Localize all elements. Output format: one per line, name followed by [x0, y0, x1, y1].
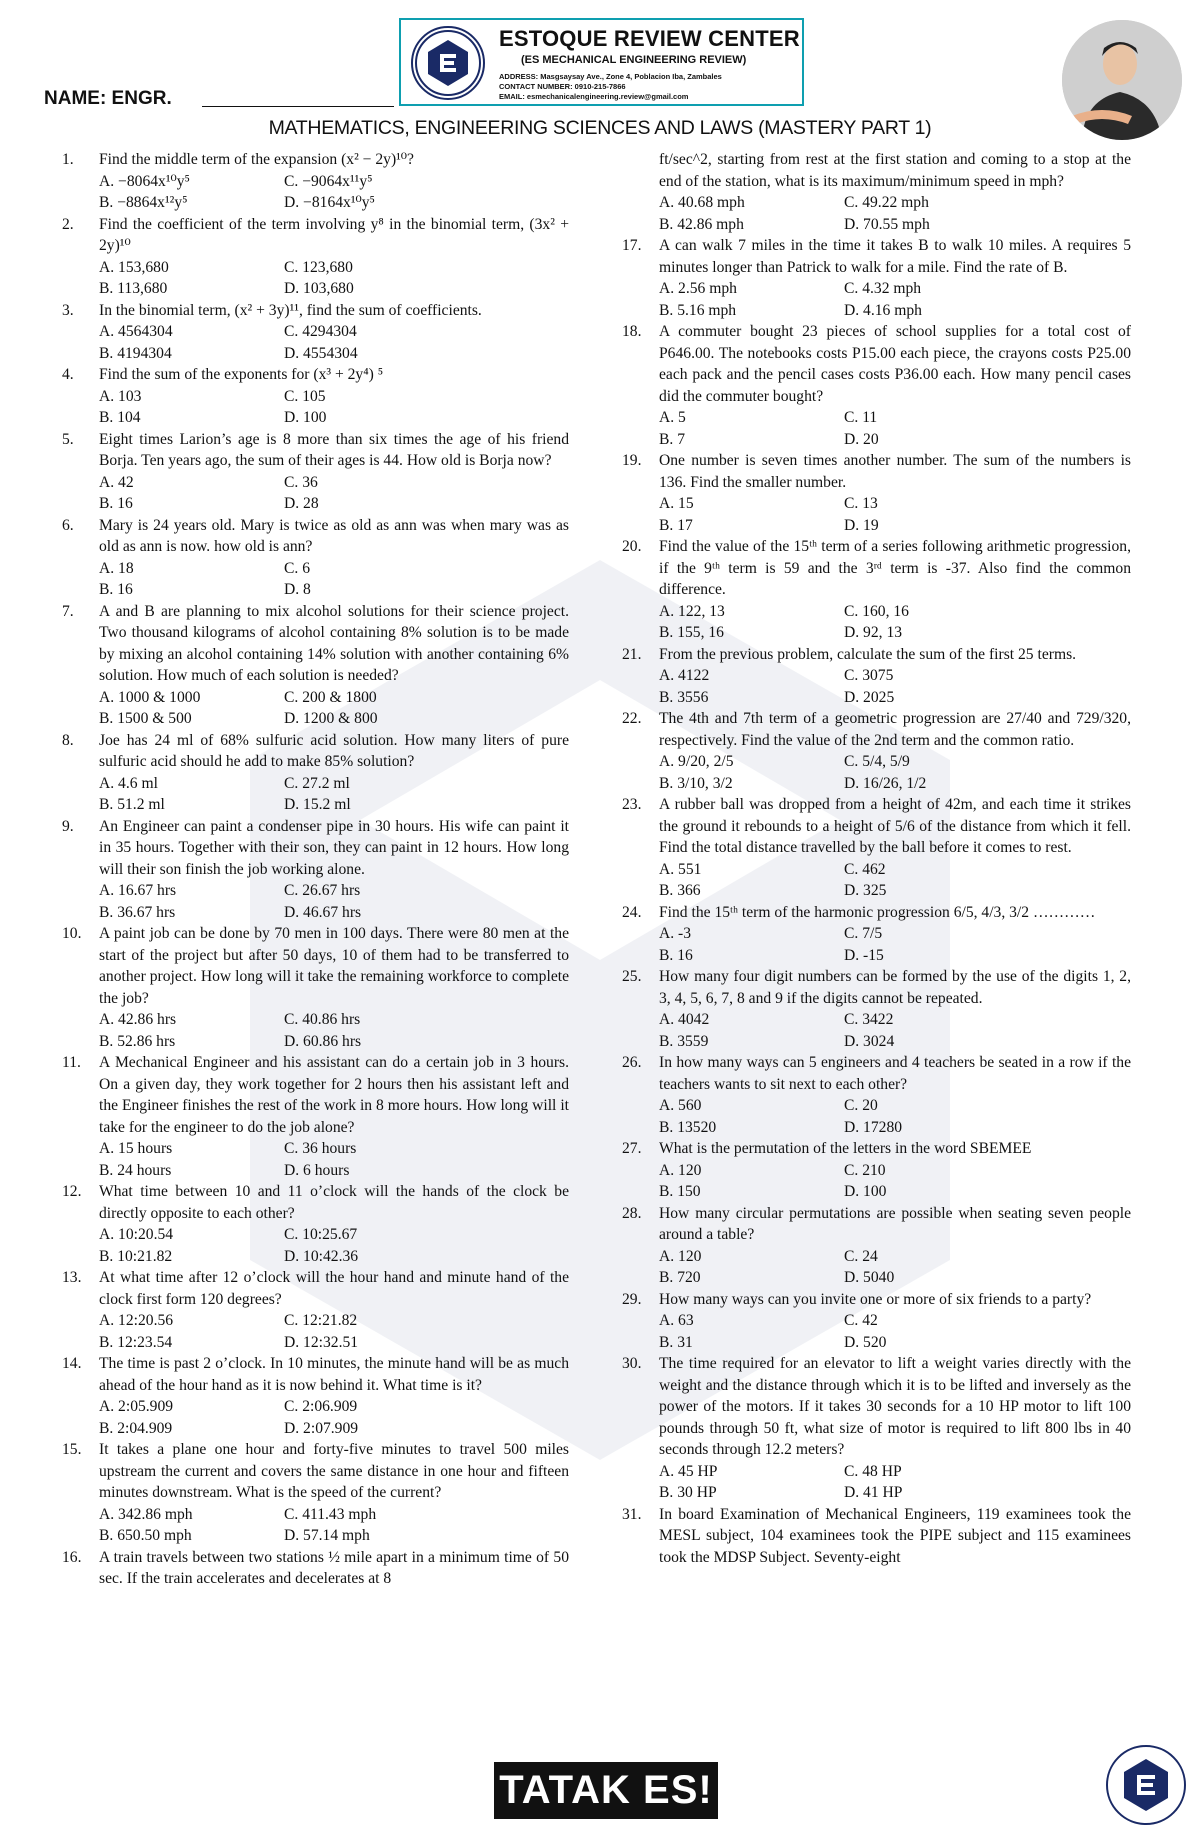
answer-choice: D. 2025 — [844, 688, 895, 706]
answer-choice: A. 18 — [99, 559, 134, 577]
answer-choice: B. 42.86 mph — [659, 215, 744, 233]
choice-row — [99, 407, 569, 429]
answer-choice: A. 2:05.909 — [99, 1398, 174, 1415]
answer-choice: C. 200 & 1800 — [284, 688, 377, 706]
question-text: A commuter bought 23 pieces of school supplies for a total cost of P646.00. The notebooks costs P15.00 each piece, the crayons costs P25.00 each pack and the pencil cases costs P36.00 each. How many pencil cases did the commuter bought? — [659, 323, 1131, 405]
question-text: Eight times Larion’s age is 8 more than six times the age of his friend Borja. Ten years ago, the sum of their ages is 44. How old is Borja now? — [99, 430, 569, 469]
choice-row — [659, 407, 1131, 429]
question-text: The 4th and 7th term of a geometric progression are 27/40 and 729/320, respectively. Find the value of the 2nd term and the common ratio. — [659, 710, 1131, 749]
choice-row — [99, 773, 569, 795]
answer-choice: A. 551 — [659, 860, 702, 878]
question-text: Find the 15ᵗʰ term of the harmonic progression 6/5, 4/3, 3/2 ………… — [659, 903, 1096, 921]
answer-choice: D. 2:07.909 — [284, 1419, 359, 1437]
answer-choice: A. 40.68 mph — [659, 194, 745, 211]
choice-row — [99, 192, 569, 214]
answer-choice: D. 60.86 hrs — [284, 1032, 362, 1050]
choice-row — [99, 558, 569, 580]
answer-choice: B. 3/10, 3/2 — [659, 774, 733, 792]
choice-row — [99, 278, 569, 300]
question-number: 5. — [62, 430, 74, 448]
choice-row — [99, 1310, 569, 1332]
answer-choice: B. 4194304 — [99, 344, 172, 362]
question-text: What is the permutation of the letters in the word SBEMEE — [659, 1140, 1032, 1157]
answer-choice: D. 100 — [284, 409, 327, 426]
answer-choice: B. 720 — [659, 1269, 701, 1286]
choice-row — [99, 1224, 569, 1246]
answer-choice: A. 120 — [659, 1247, 702, 1265]
answer-choice: B. 650.50 mph — [99, 1527, 192, 1544]
choice-row — [659, 1332, 1131, 1354]
page-title: MATHEMATICS, ENGINEERING SCIENCES AND LAWS (MASTERY PART 1) — [268, 117, 932, 139]
right-column — [622, 149, 1131, 1568]
choice-row — [99, 902, 569, 924]
center-subtitle: (ES MECHANICAL ENGINEERING REVIEW) — [521, 54, 747, 66]
footer-logo — [1106, 1745, 1186, 1825]
choice-row — [99, 880, 569, 902]
answer-choice: C. 24 — [844, 1247, 878, 1265]
answer-choice: B. 12:23.54 — [99, 1333, 173, 1351]
question-number: 1. — [62, 151, 74, 168]
question-number: 31. — [622, 1505, 642, 1523]
answer-choice: B. 2:04.909 — [99, 1419, 173, 1437]
answer-choice: C. 27.2 ml — [284, 774, 350, 792]
choice-row — [659, 945, 1131, 967]
answer-choice: D. 16/26, 1/2 — [844, 774, 927, 792]
answer-choice: A. 1000 & 1000 — [99, 688, 201, 706]
question-text: A can walk 7 miles in the time it takes B to walk 10 miles. A requires 5 minutes longer than Patrick to walk for a mile. Find the rate of B. — [659, 237, 1131, 276]
question-number: 23. — [622, 796, 642, 813]
answer-choice: D. 70.55 mph — [844, 215, 930, 233]
question-number: 30. — [622, 1355, 642, 1372]
choice-row — [659, 1117, 1131, 1139]
question-number: 19. — [622, 452, 642, 469]
choice-row — [659, 601, 1131, 623]
choice-row — [99, 579, 569, 601]
question-item — [622, 450, 1131, 536]
answer-choice: A. 4122 — [659, 667, 710, 684]
answer-choice: C. 40.86 hrs — [284, 1011, 361, 1028]
question-number: 4. — [62, 366, 74, 383]
question-item — [622, 1504, 1131, 1569]
question-number: 9. — [62, 817, 74, 835]
answer-choice: C. 2:06.909 — [284, 1398, 358, 1415]
answer-choice: A. 42.86 hrs — [99, 1011, 177, 1028]
choice-row — [99, 171, 569, 193]
answer-choice: C. 13 — [844, 495, 878, 512]
answer-choice: D. 100 — [844, 1183, 887, 1200]
question-text: A and B are planning to mix alcohol solutions for their science project. Two thousand kilograms of alcohol containing 8% solution is to be made by mixing an alcohol containing 14% solution with another containing 6% solution. How much of each solution is needed? — [99, 602, 569, 684]
question-text: A rubber ball was dropped from a height of 42m, and each time it strikes the ground it rebounds to a height of 5/6 of the distance from which it fell. Find the total distance travelled by the ball before it comes to rest. — [659, 796, 1131, 856]
question-number: 16. — [62, 1548, 82, 1566]
choice-row — [659, 622, 1131, 644]
answer-choice: C. 3075 — [844, 667, 894, 684]
review-center-logo — [411, 26, 485, 100]
answer-choice: D. 6 hours — [284, 1161, 350, 1179]
question-number: 13. — [62, 1269, 82, 1286]
answer-choice: B. 30 HP — [659, 1484, 717, 1501]
choice-row — [659, 1461, 1131, 1483]
question-item — [62, 300, 569, 365]
answer-choice: B. 16 — [99, 581, 133, 598]
choice-row — [99, 386, 569, 408]
answer-choice: C. 462 — [844, 860, 886, 878]
answer-choice: B. 5.16 mph — [659, 301, 737, 319]
answer-choice: B. 3559 — [659, 1032, 709, 1050]
question-text: How many ways can you invite one or more of six friends to a party? — [659, 1290, 1092, 1308]
question-number: 15. — [62, 1441, 82, 1458]
question-text: Find the coefficient of the term involving y⁸ in the binomial term, (3x² + 2y)¹⁰ — [99, 215, 569, 254]
question-item — [62, 214, 569, 300]
question-item — [62, 1181, 569, 1267]
question-item — [62, 149, 569, 214]
question-item — [62, 923, 569, 1052]
question-number: 14. — [62, 1355, 82, 1372]
answer-choice: A. 120 — [659, 1161, 702, 1179]
answer-choice: B. 366 — [659, 882, 701, 899]
answer-choice: D. 4.16 mph — [844, 301, 922, 319]
question-text: It takes a plane one hour and forty-five minutes to travel 500 miles upstream the current and covers the same distance in one hour and fifteen minutes downstream. What is the speed of the current? — [99, 1441, 569, 1501]
choice-row — [99, 321, 569, 343]
choice-row — [659, 493, 1131, 515]
choice-row — [99, 472, 569, 494]
answer-choice: D. 46.67 hrs — [284, 903, 362, 921]
question-number: 18. — [622, 323, 642, 340]
question-item — [622, 708, 1131, 794]
answer-choice: B. 155, 16 — [659, 624, 724, 641]
question-text: The time required for an elevator to lift a weight varies directly with the weight and the distance through which it is to be lifted and inversely as the power of the motors. If it takes 30 seconds for a 10 HP motor to lift 100 pounds through 50 ft, what size of motor is required to lift 800 lbs in 40 seconds through 12.2 meters? — [659, 1355, 1131, 1458]
answer-choice: C. 160, 16 — [844, 602, 909, 620]
answer-choice: C. 49.22 mph — [844, 194, 929, 211]
answer-choice: C. 411.43 mph — [284, 1505, 377, 1523]
answer-choice: C. 48 HP — [844, 1462, 902, 1480]
answer-choice: C. 6 — [284, 559, 310, 577]
question-item — [62, 816, 569, 924]
question-item — [62, 1267, 569, 1353]
answer-choice: A. 10:20.54 — [99, 1226, 174, 1243]
question-text: Find the sum of the exponents for (x³ + 2y⁴) ⁵ — [99, 366, 384, 383]
answer-choice: D. 5040 — [844, 1269, 895, 1286]
answer-choice: C. 210 — [844, 1161, 886, 1179]
question-item — [622, 1203, 1131, 1289]
answer-choice: B. 3556 — [659, 688, 709, 706]
footer-slogan: TATAK ES! — [494, 1762, 718, 1819]
answer-choice: C. 5/4, 5/9 — [844, 753, 910, 770]
answer-choice: D. 92, 13 — [844, 624, 903, 641]
answer-choice: A. 45 HP — [659, 1462, 718, 1480]
choice-row — [659, 923, 1131, 945]
question-item — [622, 1138, 1131, 1203]
choice-row — [659, 859, 1131, 881]
question-text: The time is past 2 o’clock. In 10 minutes, the minute hand will be as much ahead of the hour hand as it is now behind it. What time is it? — [99, 1355, 569, 1394]
answer-choice: C. 123,680 — [284, 258, 353, 276]
question-text: In the binomial term, (x² + 3y)¹¹, find the sum of coefficients. — [99, 301, 482, 319]
answer-choice: C. 10:25.67 — [284, 1226, 358, 1243]
choice-row — [99, 1504, 569, 1526]
choice-row — [99, 257, 569, 279]
question-text: One number is seven times another number. The sum of the numbers is 136. Find the smaller number. — [659, 452, 1131, 491]
question-number: 3. — [62, 301, 74, 319]
answer-choice: C. 36 hours — [284, 1140, 357, 1157]
answer-choice: B. 7 — [659, 430, 685, 448]
question-item — [622, 149, 1131, 235]
question-item — [622, 536, 1131, 644]
choice-row — [659, 880, 1131, 902]
question-item — [62, 730, 569, 816]
answer-choice: D. 12:32.51 — [284, 1333, 359, 1351]
answer-choice: A. 103 — [99, 387, 142, 405]
choice-row — [659, 665, 1131, 687]
question-text: What time between 10 and 11 o’clock will the hands of the clock be directly opposite to each other? — [99, 1183, 569, 1222]
answer-choice: A. 560 — [659, 1097, 702, 1114]
answer-choice: A. 4.6 ml — [99, 774, 158, 792]
answer-choice: B. 1500 & 500 — [99, 710, 192, 727]
question-text: How many circular permutations are possible when seating seven people around a table? — [659, 1204, 1131, 1243]
question-number: 29. — [622, 1290, 642, 1308]
answer-choice: D. 1200 & 800 — [284, 710, 378, 727]
answer-choice: A. 42 — [99, 473, 134, 491]
answer-choice: A. −8064x¹⁰y⁵ — [99, 172, 190, 190]
question-item — [62, 601, 569, 730]
answer-choice: A. 16.67 hrs — [99, 882, 177, 899]
question-text: Find the value of the 15ᵗʰ term of a series following arithmetic progression, if the 9ᵗʰ term is 59 and the 3ʳᵈ term is -37. Also find the common difference. — [659, 538, 1131, 598]
question-item — [62, 1052, 569, 1181]
choice-row — [659, 1246, 1131, 1268]
answer-choice: C. 26.67 hrs — [284, 882, 361, 899]
question-number: 12. — [62, 1183, 82, 1200]
answer-choice: A. 15 — [659, 495, 694, 512]
question-text: Mary is 24 years old. Mary is twice as old as ann was when mary was as old as ann is now. how old is ann? — [99, 516, 569, 555]
choice-row — [659, 1009, 1131, 1031]
answer-choice: B. 24 hours — [99, 1161, 172, 1179]
question-number: 28. — [622, 1204, 642, 1222]
answer-choice: B. 31 — [659, 1333, 693, 1351]
choice-row — [659, 1482, 1131, 1504]
answer-choice: D. 28 — [284, 495, 319, 512]
question-number: 24. — [622, 903, 642, 921]
question-item — [62, 515, 569, 601]
choice-row — [659, 773, 1131, 795]
question-text: Joe has 24 ml of 68% sulfuric acid solution. How many liters of pure sulfuric acid should he add to make 85% solution? — [99, 731, 569, 770]
choice-row — [659, 300, 1131, 322]
answer-choice: B. −8864x¹²y⁵ — [99, 194, 188, 211]
question-text: From the previous problem, calculate the sum of the first 25 terms. — [659, 645, 1077, 663]
answer-choice: C. 12:21.82 — [284, 1312, 358, 1329]
question-number: 26. — [622, 1054, 642, 1071]
question-number: 11. — [62, 1054, 81, 1071]
answer-choice: D. 520 — [844, 1333, 887, 1351]
answer-choice: A. 63 — [659, 1312, 694, 1329]
question-item — [62, 364, 569, 429]
question-number: 7. — [62, 602, 74, 620]
answer-choice: A. 12:20.56 — [99, 1312, 174, 1329]
question-item — [62, 1547, 569, 1590]
question-text: An Engineer can paint a condenser pipe in 30 hours. His wife can paint it in 35 hours. Together with their son, they can paint in 12 hours. How long will their son finish the job working alone. — [99, 817, 569, 878]
question-number: 10. — [62, 925, 82, 942]
question-number: 2. — [62, 215, 74, 233]
answer-choice: C. 105 — [284, 387, 326, 405]
answer-choice: B. 16 — [99, 495, 133, 512]
answer-choice: A. 4564304 — [99, 323, 173, 340]
center-email: EMAIL: esmechanicalengineering.review@gmail.com — [499, 92, 689, 101]
question-text: At what time after 12 o’clock will the hour hand and minute hand of the clock first form 120 degrees? — [99, 1269, 569, 1308]
question-item — [622, 902, 1131, 967]
answer-choice: A. 5 — [659, 409, 686, 426]
answer-choice: B. 13520 — [659, 1118, 717, 1136]
choice-row — [659, 278, 1131, 300]
answer-choice: C. 4294304 — [284, 323, 357, 340]
answer-choice: B. 36.67 hrs — [99, 903, 176, 921]
answer-choice: B. 10:21.82 — [99, 1247, 173, 1265]
answer-choice: A. 9/20, 2/5 — [659, 753, 734, 770]
answer-choice: B. 150 — [659, 1183, 701, 1200]
choice-row — [99, 1332, 569, 1354]
choice-row — [99, 1160, 569, 1182]
question-number: 20. — [622, 538, 642, 555]
answer-choice: D. 19 — [844, 516, 879, 534]
answer-choice: A. 15 hours — [99, 1140, 173, 1157]
choice-row — [659, 214, 1131, 236]
answer-choice: D. 8 — [284, 581, 311, 598]
answer-choice: D. −8164x¹⁰y⁵ — [284, 194, 375, 211]
choice-row — [659, 1095, 1131, 1117]
choice-row — [659, 429, 1131, 451]
question-number: 8. — [62, 731, 74, 749]
answer-choice: A. 153,680 — [99, 258, 169, 276]
choice-row — [99, 687, 569, 709]
choice-row — [659, 751, 1131, 773]
question-item — [62, 1353, 569, 1439]
answer-choice: B. 113,680 — [99, 280, 168, 297]
center-contact: CONTACT NUMBER: 0910-215-7866 — [499, 82, 626, 91]
choice-row — [99, 1031, 569, 1053]
question-text: ft/sec^2, starting from rest at the first station and coming to a stop at the end of the station, what is its maximum/minimum speed in mph? — [659, 151, 1131, 190]
answer-choice: D. 10:42.36 — [284, 1247, 359, 1265]
answer-choice: C. 11 — [844, 409, 878, 426]
question-item — [622, 235, 1131, 321]
answer-choice: B. 16 — [659, 946, 693, 964]
answer-choice: D. 17280 — [844, 1118, 903, 1136]
center-address: ADDRESS: Masgsaysay Ave., Zone 4, Poblacion Iba, Zambales — [499, 72, 722, 81]
name-label: NAME: ENGR. — [44, 88, 172, 109]
name-blank-line — [202, 106, 394, 107]
choice-row — [659, 1310, 1131, 1332]
choice-row — [99, 708, 569, 730]
choice-row — [99, 1138, 569, 1160]
choice-row — [99, 1525, 569, 1547]
question-text: In how many ways can 5 engineers and 4 teachers be seated in a row if the teachers wants to sit next to each other? — [659, 1054, 1131, 1093]
answer-choice: C. 3422 — [844, 1011, 894, 1028]
question-text: A paint job can be done by 70 men in 100 days. There were 80 men at the start of the project but after 50 days, 10 of them had to be transferred to another project. How long will it take the remaining workforce to complete the job? — [99, 925, 569, 1007]
answer-choice: D. 20 — [844, 430, 879, 448]
question-text: A train travels between two stations ½ mile apart in a minimum time of 50 sec. If the train accelerates and decelerates at 8 — [99, 1548, 569, 1587]
answer-choice: C. 42 — [844, 1312, 878, 1329]
question-item — [622, 321, 1131, 450]
choice-row — [659, 1031, 1131, 1053]
answer-choice: C. 20 — [844, 1097, 878, 1114]
question-text: A Mechanical Engineer and his assistant can do a certain job in 3 hours. On a given day, they work together for 2 hours then his assistant left and the Engineer finishes the rest of the work in 8 more hours. How long will it take for the engineer to do the job alone? — [99, 1054, 569, 1136]
answer-choice: A. 122, 13 — [659, 602, 725, 620]
question-item — [62, 429, 569, 515]
review-center-header — [399, 18, 804, 106]
choice-row — [99, 343, 569, 365]
choice-row — [659, 1267, 1131, 1289]
choice-row — [659, 192, 1131, 214]
answer-choice: D. 103,680 — [284, 280, 354, 297]
question-item — [622, 1353, 1131, 1504]
choice-row — [659, 515, 1131, 537]
answer-choice: D. 15.2 ml — [284, 796, 351, 813]
choice-row — [659, 1160, 1131, 1182]
question-number: 25. — [622, 968, 642, 985]
answer-choice: D. 325 — [844, 882, 887, 899]
question-item — [622, 1052, 1131, 1138]
question-text: In board Examination of Mechanical Engineers, 119 examinees took the MESL subject, 104 examinees took the PIPE subject and 115 examinees took the MDSP Subject. Seventy-eight — [659, 1505, 1131, 1566]
answer-choice: B. 52.86 hrs — [99, 1032, 176, 1050]
choice-row — [99, 1246, 569, 1268]
choice-row — [99, 1396, 569, 1418]
question-number: 17. — [622, 237, 642, 254]
question-text: How many four digit numbers can be formed by the use of the digits 1, 2, 3, 4, 5, 6, 7, 8 and 9 if the digits cannot be repeated. — [659, 968, 1131, 1007]
answer-choice: D. 3024 — [844, 1032, 895, 1050]
choice-row — [659, 687, 1131, 709]
answer-choice: B. 17 — [659, 516, 693, 534]
question-item — [622, 644, 1131, 709]
answer-choice: C. 36 — [284, 473, 318, 491]
answer-choice: C. 4.32 mph — [844, 280, 922, 297]
question-item — [622, 966, 1131, 1052]
answer-choice: A. 4042 — [659, 1011, 710, 1028]
choice-row — [99, 794, 569, 816]
question-item — [622, 794, 1131, 902]
question-number: 6. — [62, 516, 74, 534]
answer-choice: D. -15 — [844, 946, 884, 964]
choice-row — [659, 1181, 1131, 1203]
choice-row — [99, 493, 569, 515]
answer-choice: D. 41 HP — [844, 1484, 903, 1501]
question-number: 21. — [622, 645, 642, 663]
answer-choice: A. 342.86 mph — [99, 1505, 193, 1523]
left-column — [62, 149, 569, 1590]
answer-choice: A. 2.56 mph — [659, 280, 737, 297]
answer-choice: C. −9064x¹¹y⁵ — [284, 172, 373, 190]
answer-choice: D. 4554304 — [284, 344, 358, 362]
question-text: Find the middle term of the expansion (x² − 2y)¹⁰? — [99, 151, 414, 168]
choice-row — [99, 1418, 569, 1440]
center-name: ESTOQUE REVIEW CENTER — [499, 26, 800, 51]
question-item — [622, 1289, 1131, 1354]
question-number: 22. — [622, 710, 642, 727]
answer-choice: B. 51.2 ml — [99, 796, 165, 813]
answer-choice: D. 57.14 mph — [284, 1527, 370, 1544]
answer-choice: B. 104 — [99, 409, 141, 426]
question-item — [62, 1439, 569, 1547]
answer-choice: C. 7/5 — [844, 925, 883, 942]
question-number: 27. — [622, 1140, 642, 1157]
answer-choice: A. -3 — [659, 925, 692, 942]
choice-row — [99, 1009, 569, 1031]
